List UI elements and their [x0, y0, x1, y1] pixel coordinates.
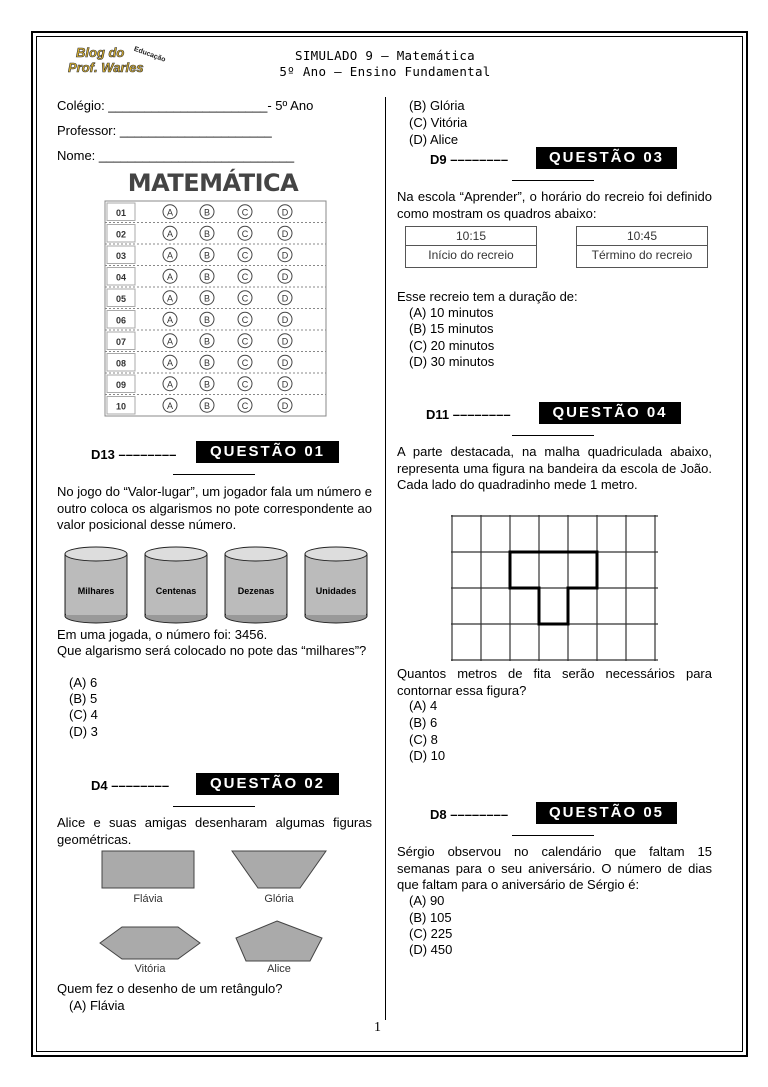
- teacher-field: Professor: _____________________: [57, 123, 272, 138]
- page-header: [200, 48, 570, 80]
- q4-option-c[interactable]: (C) 8: [409, 732, 438, 747]
- answer-row-number: 10: [115, 401, 127, 412]
- q5-option-b[interactable]: (B) 105: [409, 910, 452, 925]
- shape-label-vitoria: Vitória: [134, 963, 166, 975]
- answer-bubble-letter: A: [166, 314, 174, 325]
- q5-option-d[interactable]: (D) 450: [409, 942, 453, 957]
- q4-option-a[interactable]: (A) 4: [409, 698, 438, 713]
- answer-row-number: 07: [115, 337, 127, 347]
- hexagon-shape: [100, 927, 200, 959]
- q1-pots-figure: [62, 546, 372, 626]
- q2-option-b[interactable]: (B) Glória: [409, 98, 465, 113]
- answer-bubble-letter: A: [166, 250, 174, 261]
- answer-bubble-letter: D: [281, 336, 289, 347]
- answer-bubble-letter: B: [203, 293, 211, 304]
- answer-bubble-letter: C: [241, 379, 249, 390]
- answer-row-number: 06: [115, 315, 127, 326]
- answer-row-number: 09: [115, 380, 127, 390]
- logo-line2: Prof. Warles: [68, 60, 144, 75]
- q2-option-c[interactable]: (C) Vitória: [409, 115, 468, 130]
- q1-text2: Em uma jogada, o número foi: 3456.: [57, 627, 268, 642]
- q3-option-d[interactable]: (D) 30 minutos: [409, 354, 495, 369]
- answer-bubble-letter: B: [203, 228, 211, 239]
- header-subtitle: 5º Ano – Ensino Fundamental: [279, 64, 491, 79]
- answer-bubble-letter: A: [166, 400, 174, 411]
- grid-lines: [451, 515, 658, 661]
- answer-bubble-letter: D: [281, 271, 289, 282]
- answer-bubble-letter: D: [281, 207, 289, 218]
- answer-bubble-letter: C: [241, 271, 249, 282]
- q2-descriptor: D4 ––––––––: [91, 778, 170, 793]
- answer-bubble-letter: A: [166, 228, 174, 239]
- q2-option-d[interactable]: (D) Alice: [409, 132, 459, 147]
- answer-bubble-letter: A: [166, 207, 174, 218]
- q4-option-b[interactable]: (B) 6: [409, 715, 438, 730]
- answer-row-number: 04: [115, 272, 127, 283]
- answer-bubble-letter: C: [241, 314, 249, 325]
- pot-label-dezenas: Dezenas: [237, 586, 275, 596]
- answer-row-number: 03: [115, 251, 127, 261]
- column-divider: [385, 97, 386, 1020]
- answer-bubble-letter: C: [241, 250, 249, 261]
- answer-bubble-letter: A: [166, 357, 174, 368]
- answer-bubble-letter: C: [241, 336, 249, 347]
- shape-label-gloria: Glória: [264, 893, 294, 905]
- answer-bubble-letter: C: [241, 400, 249, 411]
- q1-option-b[interactable]: (B) 5: [69, 691, 98, 706]
- q2-badge: QUESTÃO 02: [196, 773, 339, 795]
- answer-bubble-letter: D: [281, 379, 289, 390]
- shape-label-flavia: Flávia: [133, 893, 163, 905]
- end-time-box: [576, 226, 708, 268]
- q5-option-a[interactable]: (A) 90: [409, 893, 445, 908]
- answer-row-number: 01: [115, 208, 127, 218]
- trapezoid-shape: [232, 851, 326, 888]
- answer-bubble-letter: D: [281, 228, 289, 239]
- page-number: 1: [374, 1020, 381, 1035]
- answer-bubble-letter: C: [241, 293, 249, 304]
- q1-text: No jogo do “Valor-lugar”, um jogador fala um número e outro coloca os algarismos no pote correspondente ao valor posicional desse número.: [57, 484, 372, 532]
- end-time: 10:45: [577, 227, 707, 246]
- logo-tag: Educação: [132, 45, 167, 64]
- q3-text2: Esse recreio tem a duração de:: [397, 289, 578, 304]
- blog-logo: [68, 42, 168, 76]
- logo-line1: Blog do: [76, 45, 125, 60]
- answer-bubble-letter: D: [281, 314, 289, 325]
- q2-text: Alice e suas amigas desenharam algumas figuras geométricas.: [57, 815, 372, 847]
- q1-option-c[interactable]: (C) 4: [69, 707, 98, 722]
- answer-sheet-title: MATEMÁTICA: [127, 169, 299, 197]
- q3-option-a[interactable]: (A) 10 minutos: [409, 305, 494, 320]
- answer-row-number: 05: [115, 294, 127, 304]
- q1-option-a[interactable]: (A) 6: [69, 675, 98, 690]
- q2-option-a[interactable]: (A) Flávia: [69, 998, 125, 1013]
- q4-grid-figure: [450, 514, 662, 662]
- name-field: Nome: ___________________________: [57, 148, 295, 163]
- answer-bubble-letter: B: [203, 207, 211, 218]
- answer-bubble-letter: C: [241, 207, 249, 218]
- q2-text2: Quem fez o desenho de um retângulo?: [57, 981, 283, 996]
- start-time: 10:15: [406, 227, 536, 246]
- pot-dezenas: [225, 547, 287, 623]
- q4-text2: Quantos metros de fita serão necessários para contornar essa figura?: [397, 666, 712, 698]
- q1-text3: Que algarismo será colocado no pote das “milhares”?: [57, 643, 367, 658]
- pot-centenas: [145, 547, 207, 623]
- answer-bubble-letter: B: [203, 357, 211, 368]
- q4-text: A parte destacada, na malha quadriculada abaixo, representa uma figura na bandeira da escola de João. Cada lado do quadradinho mede 1 metro.: [397, 444, 712, 492]
- answer-row-number: 08: [115, 358, 127, 369]
- start-time-box: [405, 226, 537, 268]
- answer-bubble-letter: A: [166, 379, 174, 390]
- q3-badge: QUESTÃO 03: [536, 147, 677, 169]
- q4-badge: QUESTÃO 04: [539, 402, 681, 424]
- answer-bubble-letter: B: [203, 250, 211, 261]
- answer-bubble-letter: B: [203, 336, 211, 347]
- answer-bubble-letter: B: [203, 271, 211, 282]
- q1-badge: QUESTÃO 01: [196, 441, 339, 463]
- pot-label-centenas: Centenas: [155, 586, 197, 596]
- q5-descriptor: D8 ––––––––: [430, 807, 509, 822]
- q4-option-d[interactable]: (D) 10: [409, 748, 446, 763]
- q1-option-d[interactable]: (D) 3: [69, 724, 98, 739]
- shape-label-alice: Alice: [267, 963, 291, 975]
- answer-bubble-letter: C: [241, 228, 249, 239]
- pot-milhares: [65, 547, 127, 623]
- answer-bubble-letter: D: [281, 400, 289, 411]
- q4-descriptor: D11 ––––––––: [426, 407, 511, 422]
- q5-badge: QUESTÃO 05: [536, 802, 677, 824]
- q3-underline: [512, 180, 594, 181]
- q3-option-b[interactable]: (B) 15 minutos: [409, 321, 494, 336]
- answer-bubble-letter: A: [166, 336, 174, 347]
- q3-descriptor: D9 ––––––––: [430, 152, 509, 167]
- q5-underline: [512, 835, 594, 836]
- header-title: SIMULADO 9 – Matemática: [295, 48, 475, 63]
- q1-descriptor: D13 ––––––––: [91, 447, 177, 462]
- answer-bubble-letter: B: [203, 379, 211, 390]
- answer-bubble-letter: A: [166, 271, 174, 282]
- q5-text: Sérgio observou no calendário que faltam 15 semanas para o seu aniversário. O número de dias que faltam para o aniversário de Sérgio é:: [397, 844, 712, 892]
- answer-bubble-letter: B: [203, 314, 211, 325]
- pentagon-shape: [236, 921, 322, 961]
- answer-bubble-letter: C: [241, 357, 249, 368]
- school-field: Colégio: ______________________- 5º Ano: [57, 98, 314, 113]
- answer-sheet: [100, 165, 330, 423]
- pot-label-unidades: Unidades: [315, 586, 357, 596]
- q4-underline: [512, 435, 594, 436]
- answer-bubble-letter: D: [281, 357, 289, 368]
- q2-shapes-figure: [90, 848, 340, 978]
- start-label: Início do recreio: [428, 248, 514, 262]
- answer-bubble-letter: D: [281, 293, 289, 304]
- answer-bubble-letter: D: [281, 250, 289, 261]
- q1-underline: [173, 474, 255, 475]
- q3-option-c[interactable]: (C) 20 minutos: [409, 338, 495, 353]
- answer-row-number: 02: [115, 229, 127, 240]
- pot-unidades: [305, 547, 367, 623]
- q3-text: Na escola “Aprender”, o horário do recreio foi definido como mostram os quadros abaixo:: [397, 189, 712, 221]
- answer-bubble-letter: B: [203, 400, 211, 411]
- pot-label-milhares: Milhares: [77, 586, 115, 596]
- q5-option-c[interactable]: (C) 225: [409, 926, 453, 941]
- q2-underline: [173, 806, 255, 807]
- end-label: Término do recreio: [591, 248, 693, 262]
- answer-bubble-letter: A: [166, 293, 174, 304]
- rectangle-shape: [102, 851, 194, 888]
